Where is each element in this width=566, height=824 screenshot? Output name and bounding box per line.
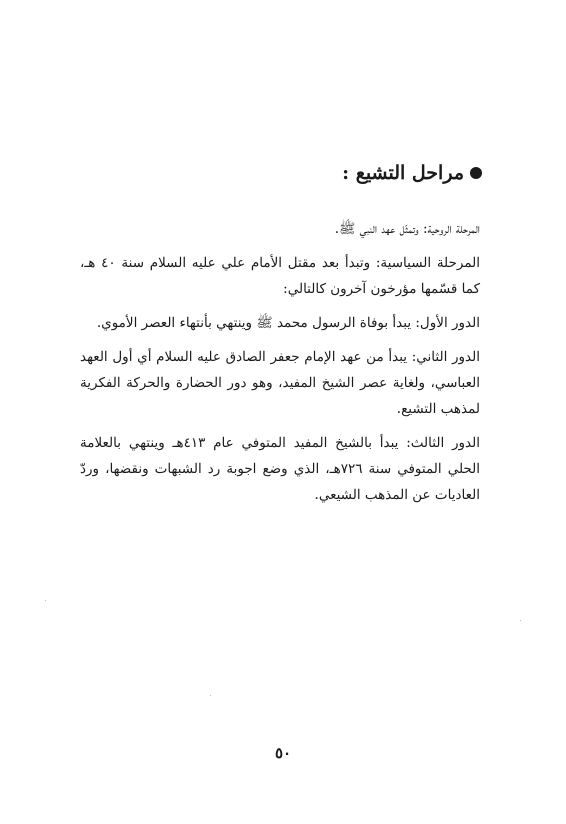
scan-speck: [520, 620, 521, 621]
body-text: [80, 216, 480, 516]
paragraph-political-stage: المرحلة السياسية: وتبدأ بعد مقتل الأمام علي عليه السلام سنة ٤٠ هـ، كما قسّمها مؤرخون آخرون كالتالي:: [80, 255, 480, 297]
bullet-icon: [470, 167, 482, 179]
scan-speck: [45, 600, 46, 601]
scan-speck: [210, 695, 211, 696]
paragraph-second-period: الدور الثاني: يبدأ من عهد الإمام جعفر الصادق عليه السلام أي أول العهد العباسي، ولغاية عصر الشيخ المفيد، وهو دور الحضارة والحركة الفكرية لمذهب التشيع.: [80, 349, 480, 417]
section-heading-text: مراحل التشيع :: [342, 162, 464, 184]
page-number: ٥٠: [274, 744, 292, 762]
paragraph-spiritual-stage: المرحلة الروحية: وتمثّل عهد النبي ﷺ.: [334, 221, 480, 237]
paragraph-first-period: الدور الأول: يبدأ بوفاة الرسول محمد ﷺ وينتهي بأنتهاء العصر الأموي.: [96, 315, 480, 331]
paragraph-third-period: الدور الثالث: يبدأ بالشيخ المفيد المتوفي عام ٤١٣هـ وينتهي بالعلامة الحلي المتوفي سنة ٧٢٦هـ، الذي وضع اجوبة رد الشبهات ونقضها، وردّ العاديات عن المذهب الشيعي.: [80, 435, 480, 503]
section-heading: [342, 162, 482, 184]
